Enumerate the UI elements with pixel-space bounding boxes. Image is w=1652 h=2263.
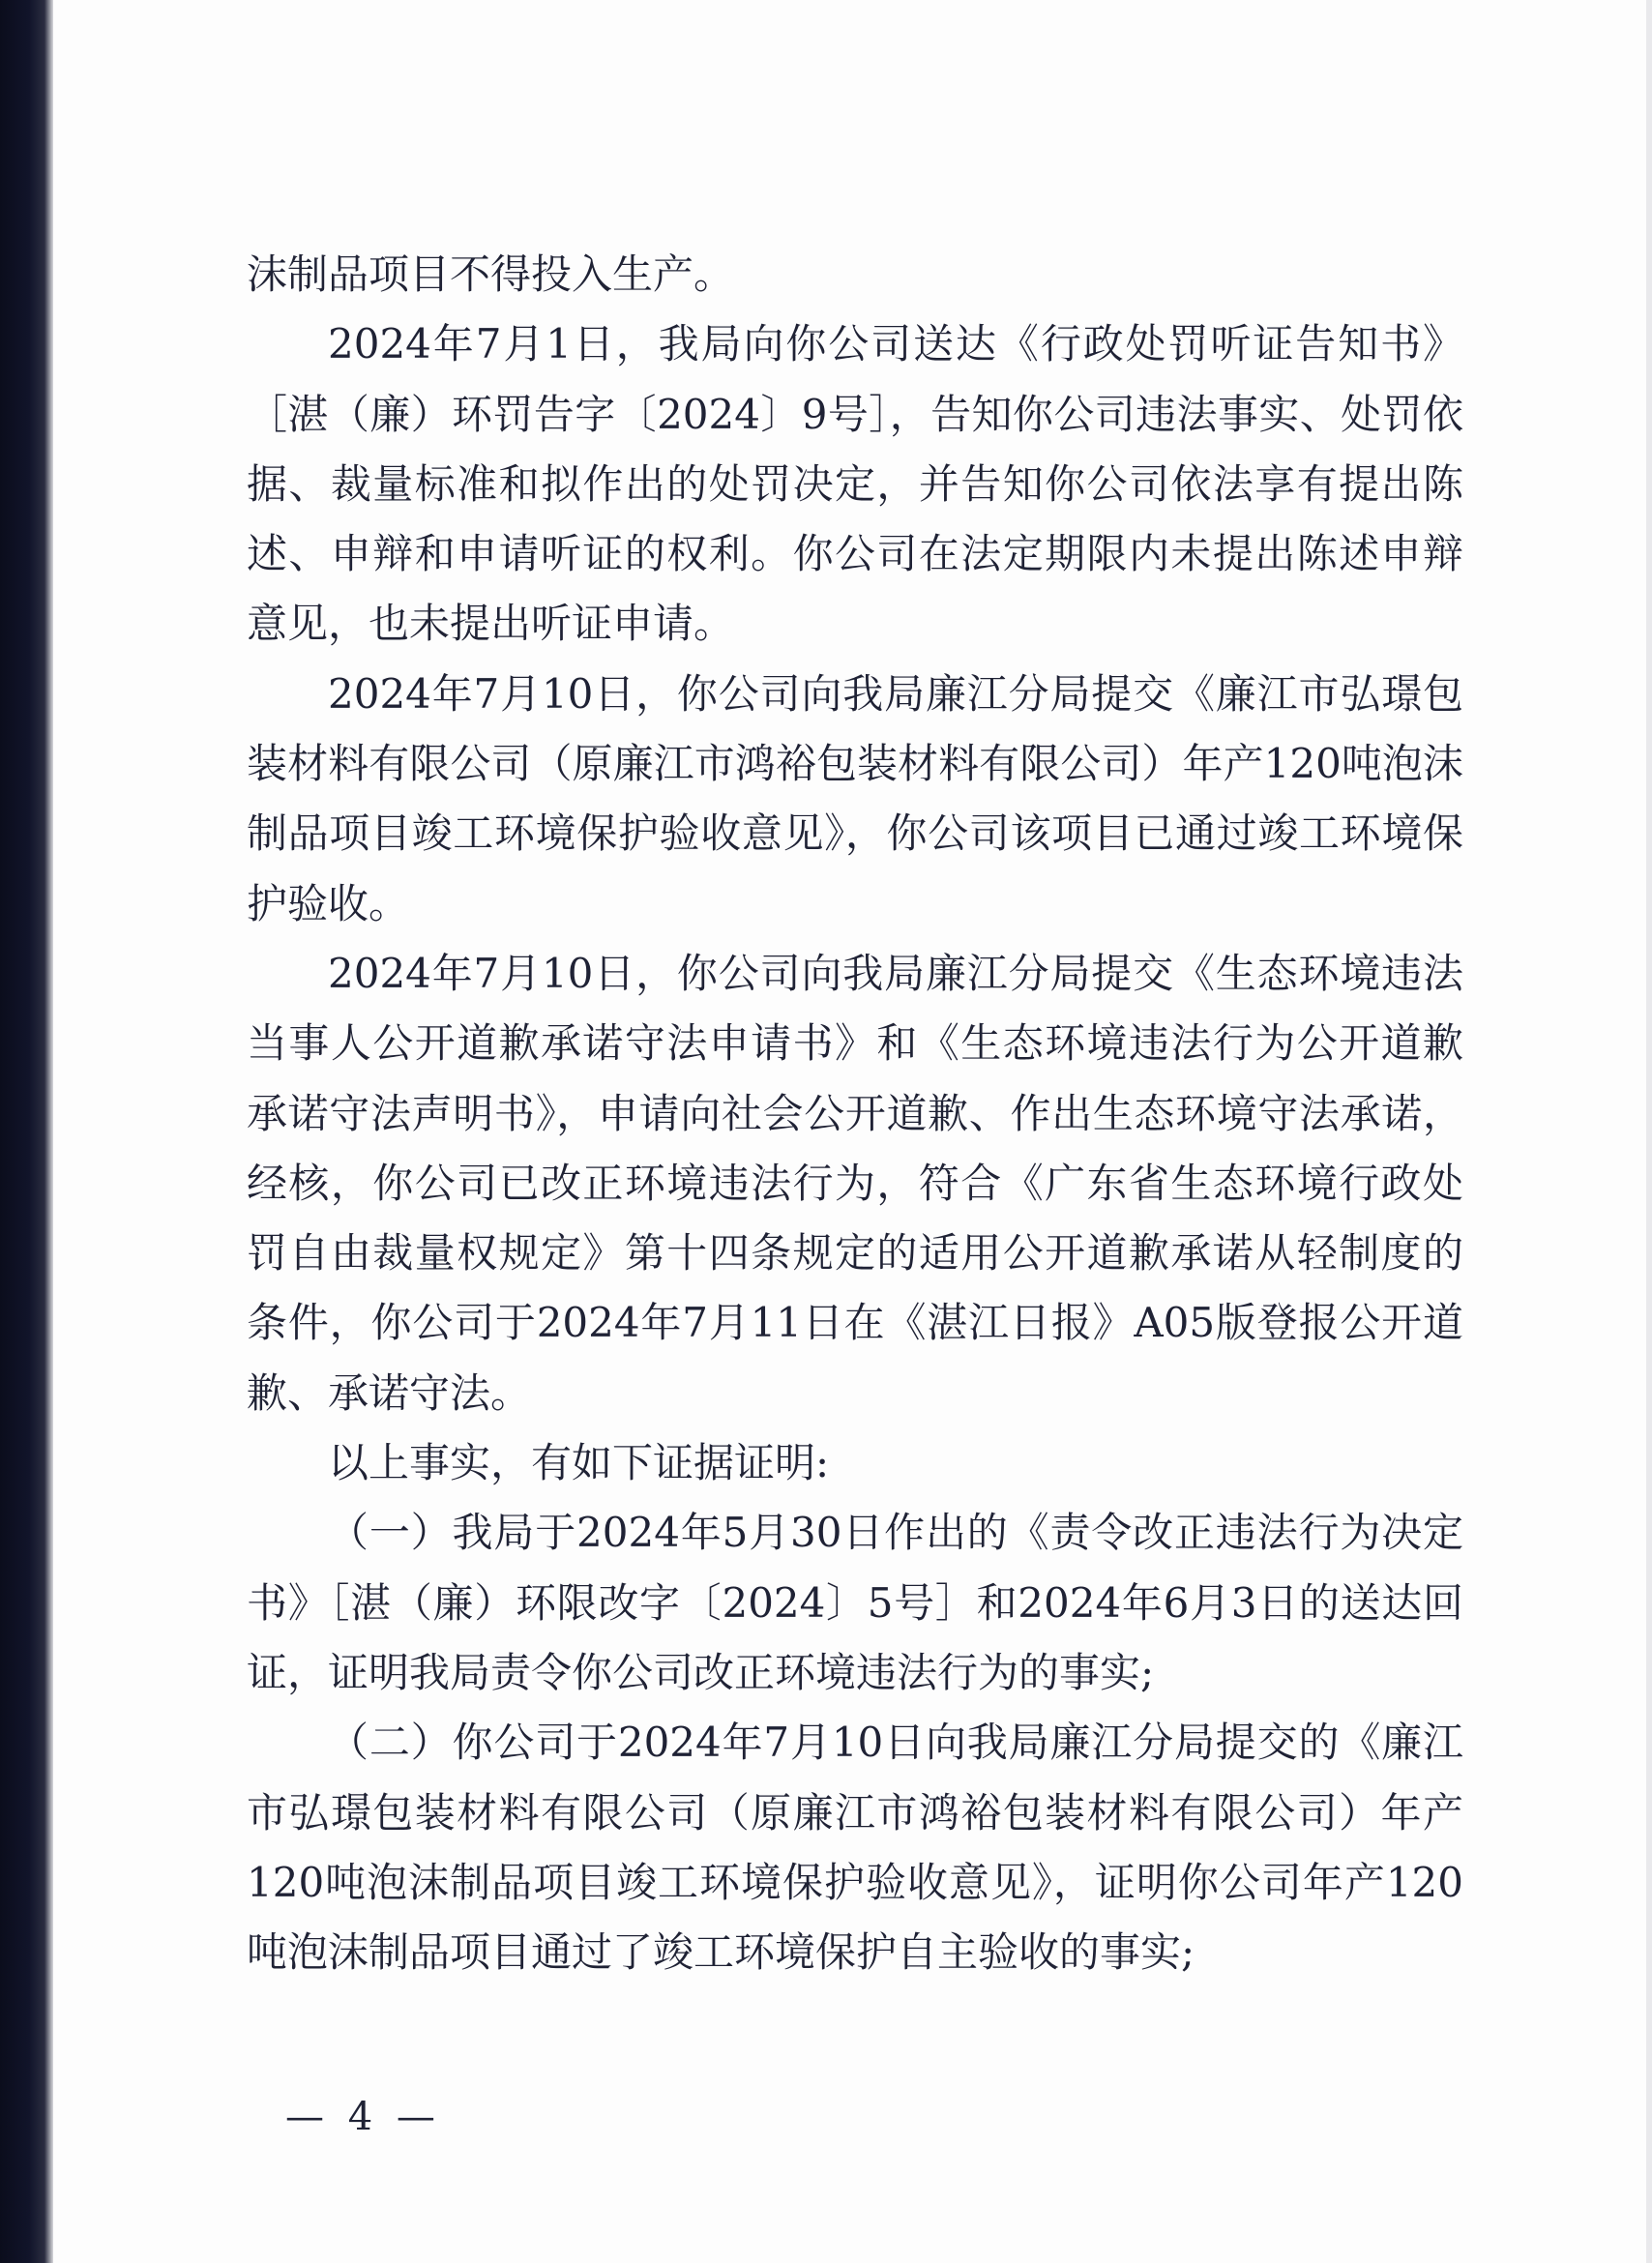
paragraph-7: （二）你公司于2024年7月10日向我局廉江分局提交的《廉江市弘璟包装材料有限公司（原廉江市鸿裕包装材料有限公司）年产120吨泡沫制品项目竣工环境保护验收意见》，证明你公司年产120吨泡沫制品项目通过了竣工环境保护自主验收的事实;	[247, 1719, 1463, 1977]
paragraph-5: 以上事实，有如下证据证明:	[328, 1439, 830, 1487]
page-number: — 4 —	[285, 2095, 441, 2139]
paragraph-3: 2024年7月10日，你公司向我局廉江分局提交《廉江市弘璟包装材料有限公司（原廉江市鸿裕包装材料有限公司）年产120吨泡沫制品项目竣工环境保护验收意见》，你公司该项目已通过竣工环境保护验收。	[247, 669, 1463, 927]
paragraph-6: （一）我局于2024年5月30日作出的《责令改正违法行为决定书》［湛（廉）环限改字〔2024〕5号］和2024年6月3日的送达回证，证明我局责令你公司改正环境违法行为的事实;	[247, 1509, 1463, 1696]
paragraph-1: 沫制品项目不得投入生产。	[247, 250, 735, 298]
paragraph-4: 2024年7月10日，你公司向我局廉江分局提交《生态环境违法当事人公开道歉承诺守法申请书》和《生态环境违法行为公开道歉承诺守法声明书》，申请向社会公开道歉、作出生态环境守法承诺，经核，你公司已改正环境违法行为，符合《广东省生态环境行政处罚自由裁量权规定》第十四条规定的适用公开道歉承诺从轻制度的条件，你公司于2024年7月11日在《湛江日报》A05版登报公开道歉、承诺守法。	[247, 949, 1463, 1417]
scan-border-left	[0, 0, 53, 2263]
scan-border-right	[1646, 0, 1652, 2263]
paragraph-2: 2024年7月1日，我局向你公司送达《行政处罚听证告知书》［湛（廉）环罚告字〔2024〕9号］，告知你公司违法事实、处罚依据、裁量标准和拟作出的处罚决定，并告知你公司依法享有提出陈述、申辩和申请听证的权利。你公司在法定期限内未提出陈述申辩意见，也未提出听证申请。	[247, 320, 1463, 648]
document-body	[247, 240, 1463, 1987]
